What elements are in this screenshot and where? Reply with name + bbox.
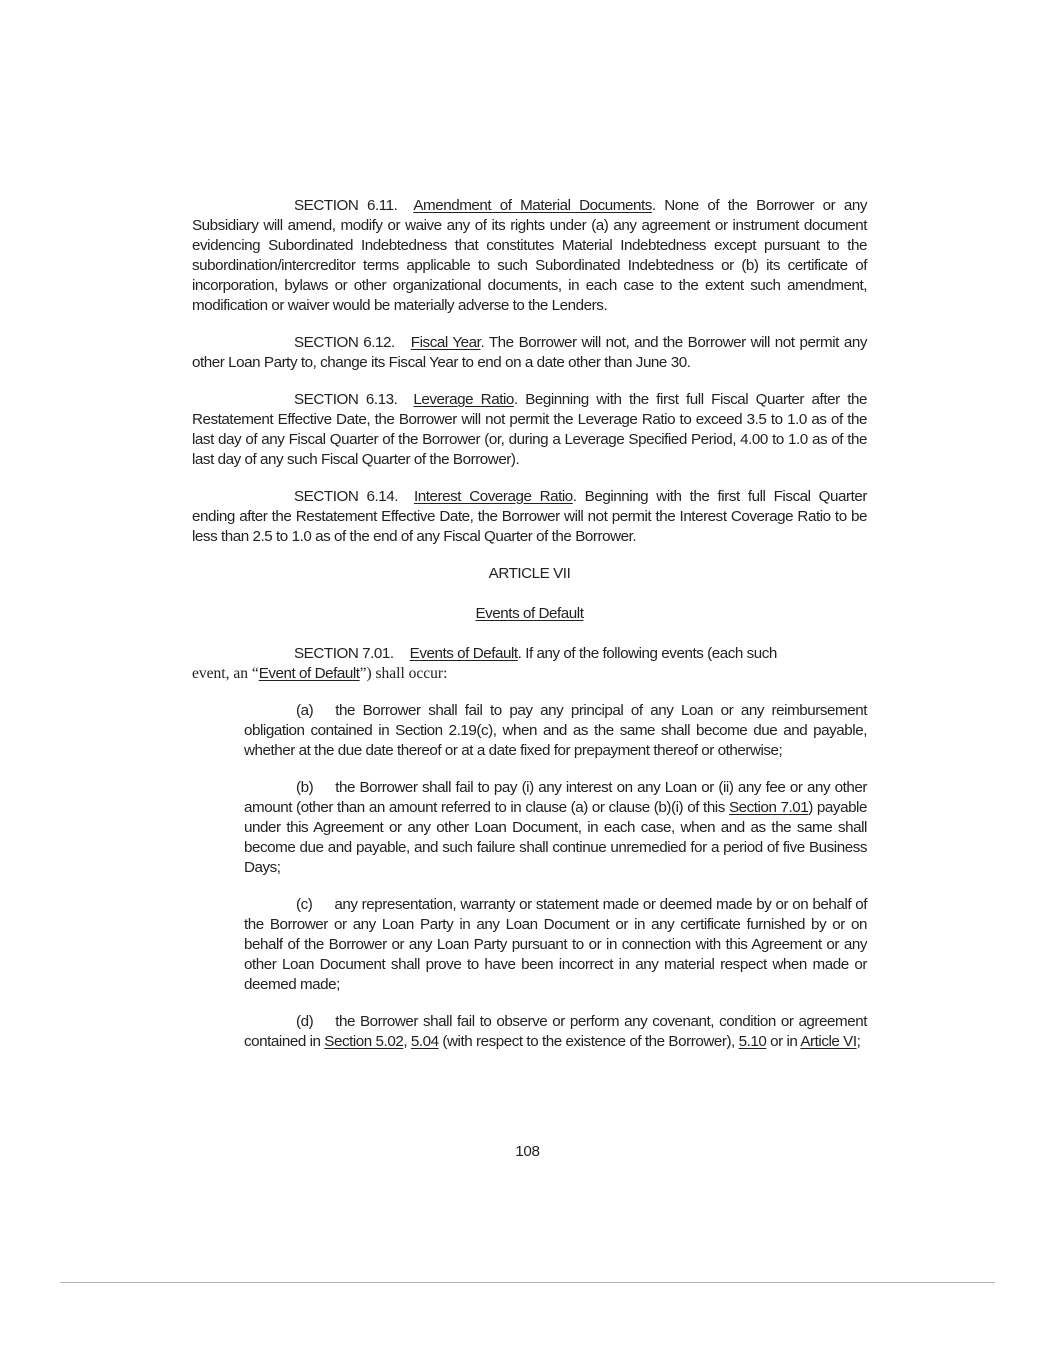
section-text: . The Borrower will not, and the Borrower will not permit any other Loan Party to, change its Fiscal Year to end on a date other than June 30. bbox=[192, 334, 867, 371]
clause-label: (b) bbox=[296, 779, 314, 796]
clause-d bbox=[244, 1012, 867, 1052]
section-number: SECTION 6.12. bbox=[294, 334, 395, 351]
section-6-14 bbox=[192, 487, 867, 547]
section-number: SECTION 6.14. bbox=[294, 488, 399, 505]
section-text-serif-lead: event, an “ bbox=[192, 665, 259, 682]
section-text: . Beginning with the first full Fiscal Quarter ending after the Restatement Effective Date, the Borrower will not permit the Interest Coverage Ratio to be less than 2.5 to 1.0 as of the end of any Fiscal Quarter of the Borrower. bbox=[192, 488, 868, 545]
defined-term: Event of Default bbox=[258, 665, 360, 682]
clause-text: the Borrower shall fail to pay any principal of any Loan or any reimbursement obligation contained in Section 2.19(c), when and as the same shall become due and payable, whether at the due date thereof or at a date fixed for prepayment thereof or otherwise; bbox=[244, 702, 867, 759]
clause-b bbox=[244, 778, 867, 878]
section-text-serif-tail: ”) shall occur: bbox=[359, 665, 448, 682]
section-title: Fiscal Year bbox=[410, 334, 481, 351]
clause-label: (a) bbox=[296, 702, 314, 719]
section-title: Amendment of Material Documents bbox=[413, 197, 652, 214]
section-number: SECTION 6.11. bbox=[294, 197, 398, 214]
clause-c bbox=[244, 895, 867, 995]
section-6-11 bbox=[192, 196, 867, 316]
document-body bbox=[192, 196, 867, 1069]
section-text: . If any of the following events (each such bbox=[517, 645, 777, 662]
clause-label: (d) bbox=[296, 1013, 314, 1030]
cross-reference-link[interactable]: Section 5.02 bbox=[324, 1033, 404, 1050]
page-divider bbox=[60, 1282, 995, 1283]
section-text: . None of the Borrower or any Subsidiary will amend, modify or waive any of its rights under (a) any agreement or instrument document evidencing Subordinated Indebtedness that constitutes Material Indebtedness except pursuant to the subordination/intercreditor terms applicable to such Subordinated Indebtedness or (b) its certificate of incorporation, bylaws or other organizational documents, in each case to the extent such amendment, modification or waiver would be materially adverse to the Lenders. bbox=[192, 197, 867, 314]
cross-reference-link[interactable]: Section 7.01 bbox=[728, 799, 809, 816]
section-6-12 bbox=[192, 333, 867, 373]
clause-text: , bbox=[403, 1033, 411, 1050]
section-title: Leverage Ratio bbox=[413, 391, 514, 408]
clause-text: the Borrower shall fail to observe or perform any covenant, condition or agreement contained in bbox=[244, 1013, 867, 1050]
section-6-13 bbox=[192, 390, 867, 470]
clause-text: or in bbox=[766, 1033, 801, 1050]
section-title: Events of Default bbox=[409, 645, 518, 662]
clause-text: the Borrower shall fail to pay (i) any interest on any Loan or (ii) any fee or any other amount (other than an amount referred to in clause (a) or clause (b)(i) of this bbox=[244, 779, 867, 816]
article-subheading-text: Events of Default bbox=[475, 605, 584, 622]
cross-reference-link[interactable]: Article VI bbox=[800, 1033, 857, 1050]
clause-text: any representation, warranty or statement made or deemed made by or on behalf of the Borrower or any Loan Party in any Loan Document or in any certificate furnished by or on behalf of the Borrower or any Loan Party pursuant to or in connection with this Agreement or any other Loan Document shall prove to have been incorrect in any material respect when made or deemed made; bbox=[244, 896, 867, 993]
section-number: SECTION 7.01. bbox=[294, 645, 394, 662]
article-subheading bbox=[192, 604, 867, 624]
clause-text: ; bbox=[856, 1033, 861, 1050]
section-text: . Beginning with the first full Fiscal Quarter after the Restatement Effective Date, the Borrower will not permit the Leverage Ratio to exceed 3.5 to 1.0 as of the last day of any Fiscal Quarter of the Borrower (or, during a Leverage Specified Period, 4.00 to 1.0 as of the last day of any such Fiscal Quarter of the Borrower). bbox=[192, 391, 867, 468]
section-7-01 bbox=[192, 644, 867, 684]
cross-reference-link[interactable]: 5.10 bbox=[738, 1033, 767, 1050]
section-number: SECTION 6.13. bbox=[294, 391, 398, 408]
clause-text: (with respect to the existence of the Borrower), bbox=[438, 1033, 739, 1050]
section-title: Interest Coverage Ratio bbox=[414, 488, 573, 505]
page-number: 108 bbox=[515, 1143, 540, 1160]
clause-a bbox=[244, 701, 867, 761]
cross-reference-link[interactable]: 5.04 bbox=[410, 1033, 439, 1050]
clause-text: ) payable under this Agreement or any other Loan Document, in each case, when and as the same shall become due and payable, and such failure shall continue unremedied for a period of five Business Days; bbox=[244, 799, 867, 876]
article-heading: ARTICLE VII bbox=[488, 565, 571, 582]
clause-label: (c) bbox=[296, 896, 313, 913]
